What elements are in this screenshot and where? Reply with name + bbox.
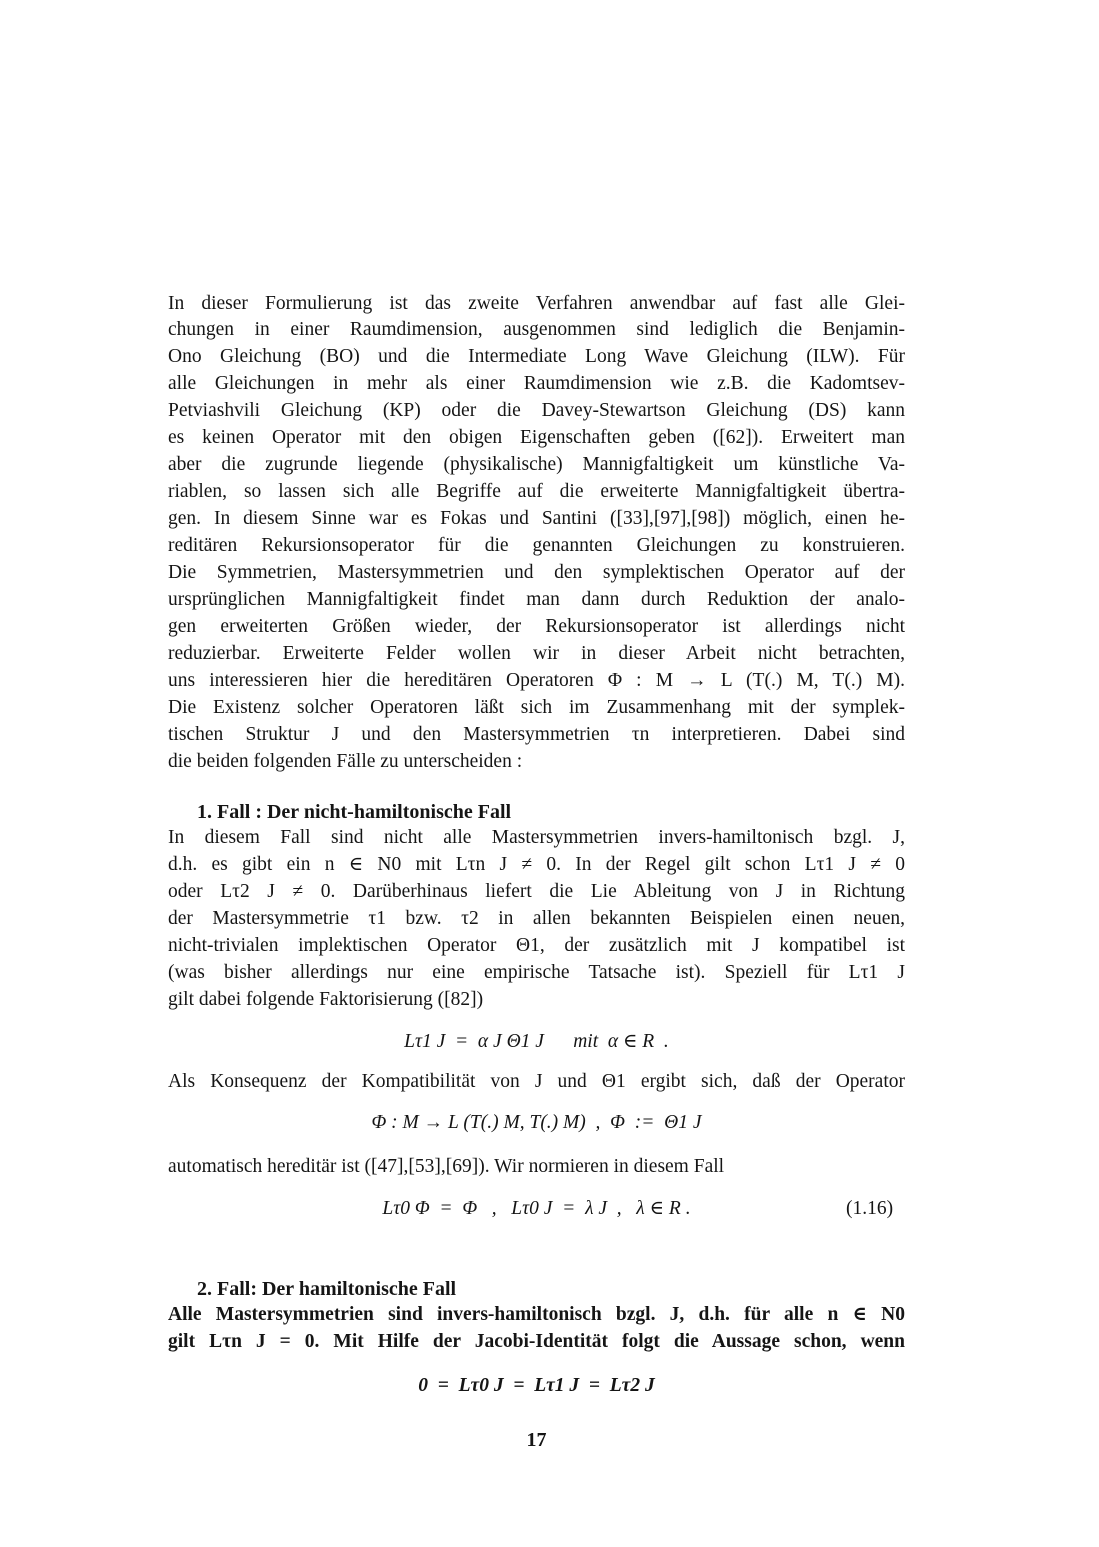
equation-normalization: Lτ0 Φ = Φ , Lτ0 J = λ J , λ ∈ R . (382, 1198, 691, 1219)
text-line: Ono Gleichung (BO) und die Intermediate Long Wave Gleichung (ILW). Für (168, 346, 905, 367)
text-line: d.h. es gibt ein n ∈ N0 mit Lτn J ≠ 0. In der Regel gilt schon Lτ1 J ≠ 0 (168, 854, 905, 875)
text-line: Als Konsequenz der Kompatibilität von J und Θ1 ergibt sich, daß der Operator (168, 1071, 905, 1092)
text-line: gilt dabei folgende Faktorisierung ([82]) (168, 989, 484, 1010)
text-line: (was bisher allerdings nur eine empirische Tatsache ist). Speziell für Lτ1 J (168, 962, 905, 983)
section-heading: 1. Fall : Der nicht-hamiltonische Fall (197, 801, 512, 823)
equation-number: (1.16) (846, 1198, 894, 1219)
text-line: aber die zugrunde liegende (physikalische) Mannigfaltigkeit um künstliche Va- (168, 454, 905, 475)
text-line: Die Existenz solcher Operatoren läßt sich im Zusammenhang mit der symplek- (168, 697, 905, 718)
text-line: reditären Rekursionsoperator für die genannten Gleichungen zu konstruieren. (168, 535, 905, 556)
text-line: In diesem Fall sind nicht alle Mastersymmetrien invers-hamiltonisch bzgl. J, (168, 827, 905, 848)
text-line: der Mastersymmetrie τ1 bzw. τ2 in allen bekannten Beispielen einen neuen, (168, 908, 905, 929)
text-line: gen. In diesem Sinne war es Fokas und Santini ([33],[97],[98]) möglich, einen he- (168, 508, 905, 529)
text-line: Alle Mastersymmetrien sind invers-hamiltonisch bzgl. J, d.h. für alle n ∈ N0 (168, 1304, 905, 1325)
text-line: riablen, so lassen sich alle Begriffe auf die erweiterte Mannigfaltigkeit übertra- (168, 481, 905, 502)
text-line: Die Symmetrien, Mastersymmetrien und den symplektischen Operator auf der (168, 562, 905, 583)
text-line: tischen Struktur J und den Mastersymmetrien τn interpretieren. Dabei sind (168, 724, 905, 745)
text-line: gilt Lτn J = 0. Mit Hilfe der Jacobi-Identität folgt die Aussage schon, wenn (168, 1331, 905, 1352)
text-line: ursprünglichen Mannigfaltigkeit findet man dann durch Reduktion der analo- (168, 589, 905, 610)
text-line: nicht-trivialen implektischen Operator Θ1, der zusätzlich mit J kompatibel ist (168, 935, 905, 956)
text-line: alle Gleichungen in mehr als einer Raumdimension wie z.B. die Kadomtsev- (168, 373, 905, 394)
page-number: 17 (526, 1429, 547, 1451)
text-line: chungen in einer Raumdimension, ausgenommen sind lediglich die Benjamin- (168, 319, 905, 340)
text-line: automatisch hereditär ist ([47],[53],[69]). Wir normieren in diesem Fall (168, 1156, 725, 1177)
text-line: die beiden folgenden Fälle zu unterscheiden : (168, 751, 523, 772)
text-line: es keinen Operator mit den obigen Eigenschaften geben ([62]). Erweitert man (168, 427, 905, 448)
text-line: oder Lτ2 J ≠ 0. Darüberhinaus liefert die Lie Ableitung von J in Richtung (168, 881, 905, 902)
equation-vanishing: 0 = Lτ0 J = Lτ1 J = Lτ2 J (418, 1375, 655, 1396)
text-line: Petviashvili Gleichung (KP) oder die Davey-Stewartson Gleichung (DS) kann (168, 400, 905, 421)
text-line: uns interessieren hier die hereditären Operatoren Φ : M → L (T(.) M, T(.) M). (168, 670, 905, 691)
section-heading: 2. Fall: Der hamiltonische Fall (197, 1278, 457, 1300)
equation-factorization: Lτ1 J = α J Θ1 J mit α ∈ R . (404, 1031, 669, 1052)
text-line: In dieser Formulierung ist das zweite Verfahren anwendbar auf fast alle Glei- (168, 293, 905, 314)
equation-operator: Φ : M → L (T(.) M, T(.) M) , Φ := Θ1 J (371, 1112, 702, 1133)
text-line: gen erweiterten Größen wieder, der Rekursionsoperator ist allerdings nicht (168, 616, 905, 637)
text-line: reduzierbar. Erweiterte Felder wollen wir in dieser Arbeit nicht betrachten, (168, 643, 905, 664)
